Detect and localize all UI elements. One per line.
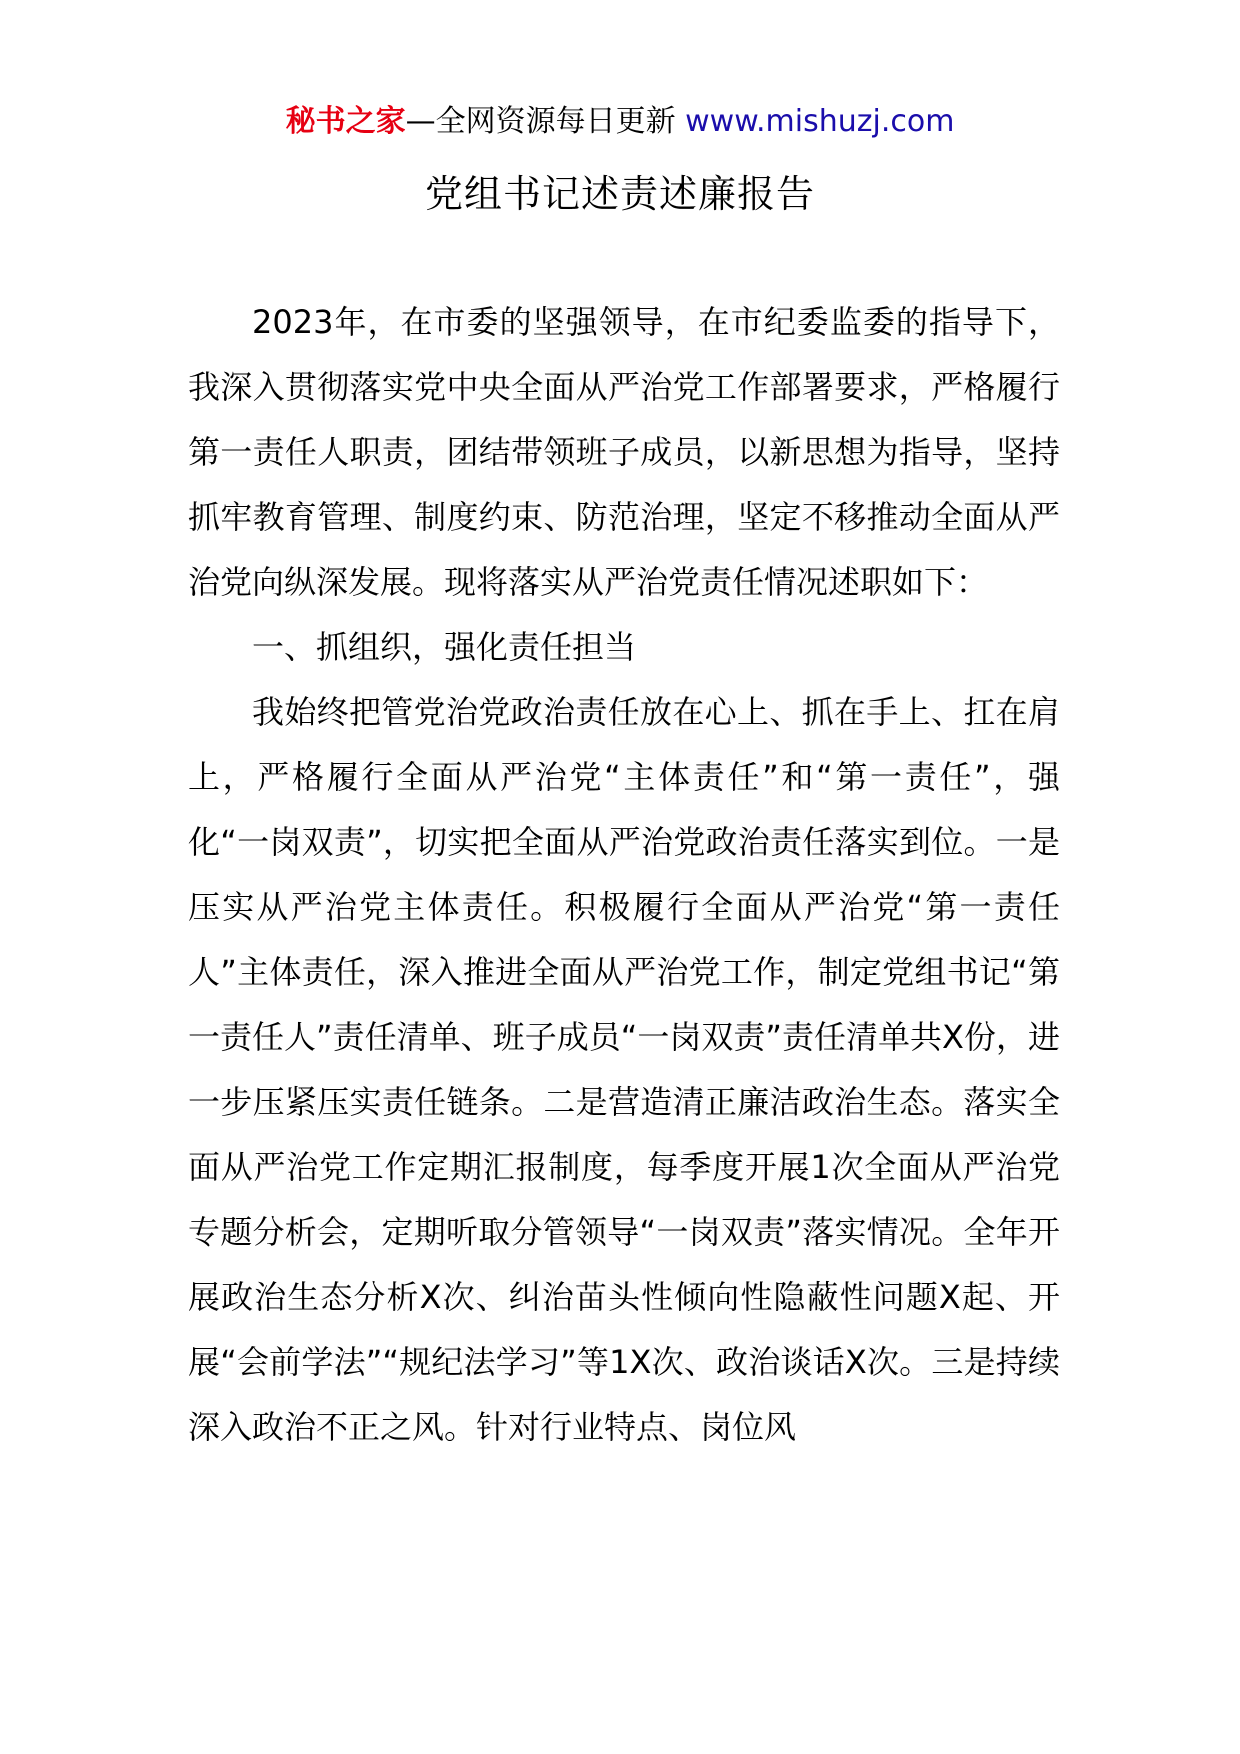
document-body — [188, 290, 1060, 1460]
section-heading-1: 一、抓组织，强化责任担当 — [252, 628, 637, 666]
site-header — [0, 100, 1240, 144]
section-1-paragraph: 我始终把管党治党政治责任放在心上、抓在手上、扛在肩上，严格履行全面从严治党“主体责任”和“第一责任”，强化“一岗双责”，切实把全面从严治党政治责任落实到位。一是压实从严治党主体责任。积极履行全面从严治党“第一责任人”主体责任，深入推进全面从严治党工作，制定党组书记“第一责任人”责任清单、班子成员“一岗双责”责任清单共X份，进一步压紧压实责任链条。二是营造清正廉洁政治生态。落实全面从严治党工作定期汇报制度，每季度开展1次全面从严治党专题分析会，定期听取分管领导“一岗双责”落实情况。全年开展政治生态分析X次、纠治苗头性倾向性隐蔽性问题X起、开展“会前学法”“规纪法学习”等1X次、政治谈话X次。三是持续深入政治不正之风。针对行业特点、岗位风 — [188, 693, 1060, 1446]
document-title: 党组书记述责述廉报告 — [424, 172, 815, 216]
site-url-link[interactable]: www.mishuzj.com — [685, 104, 955, 139]
intro-paragraph: 2023年，在市委的坚强领导，在市纪委监委的指导下，我深入贯彻落实党中央全面从严治党工作部署要求，严格履行第一责任人职责，团结带领班子成员，以新思想为指导，坚持抓牢教育管理、制度约束、防范治理，坚定不移推动全面从严治党向纵深发展。现将落实从严治党责任情况述职如下： — [188, 303, 1060, 601]
header-tagline: —全网资源每日更新 — [405, 104, 686, 139]
brand-name: 秘书之家 — [285, 104, 406, 139]
